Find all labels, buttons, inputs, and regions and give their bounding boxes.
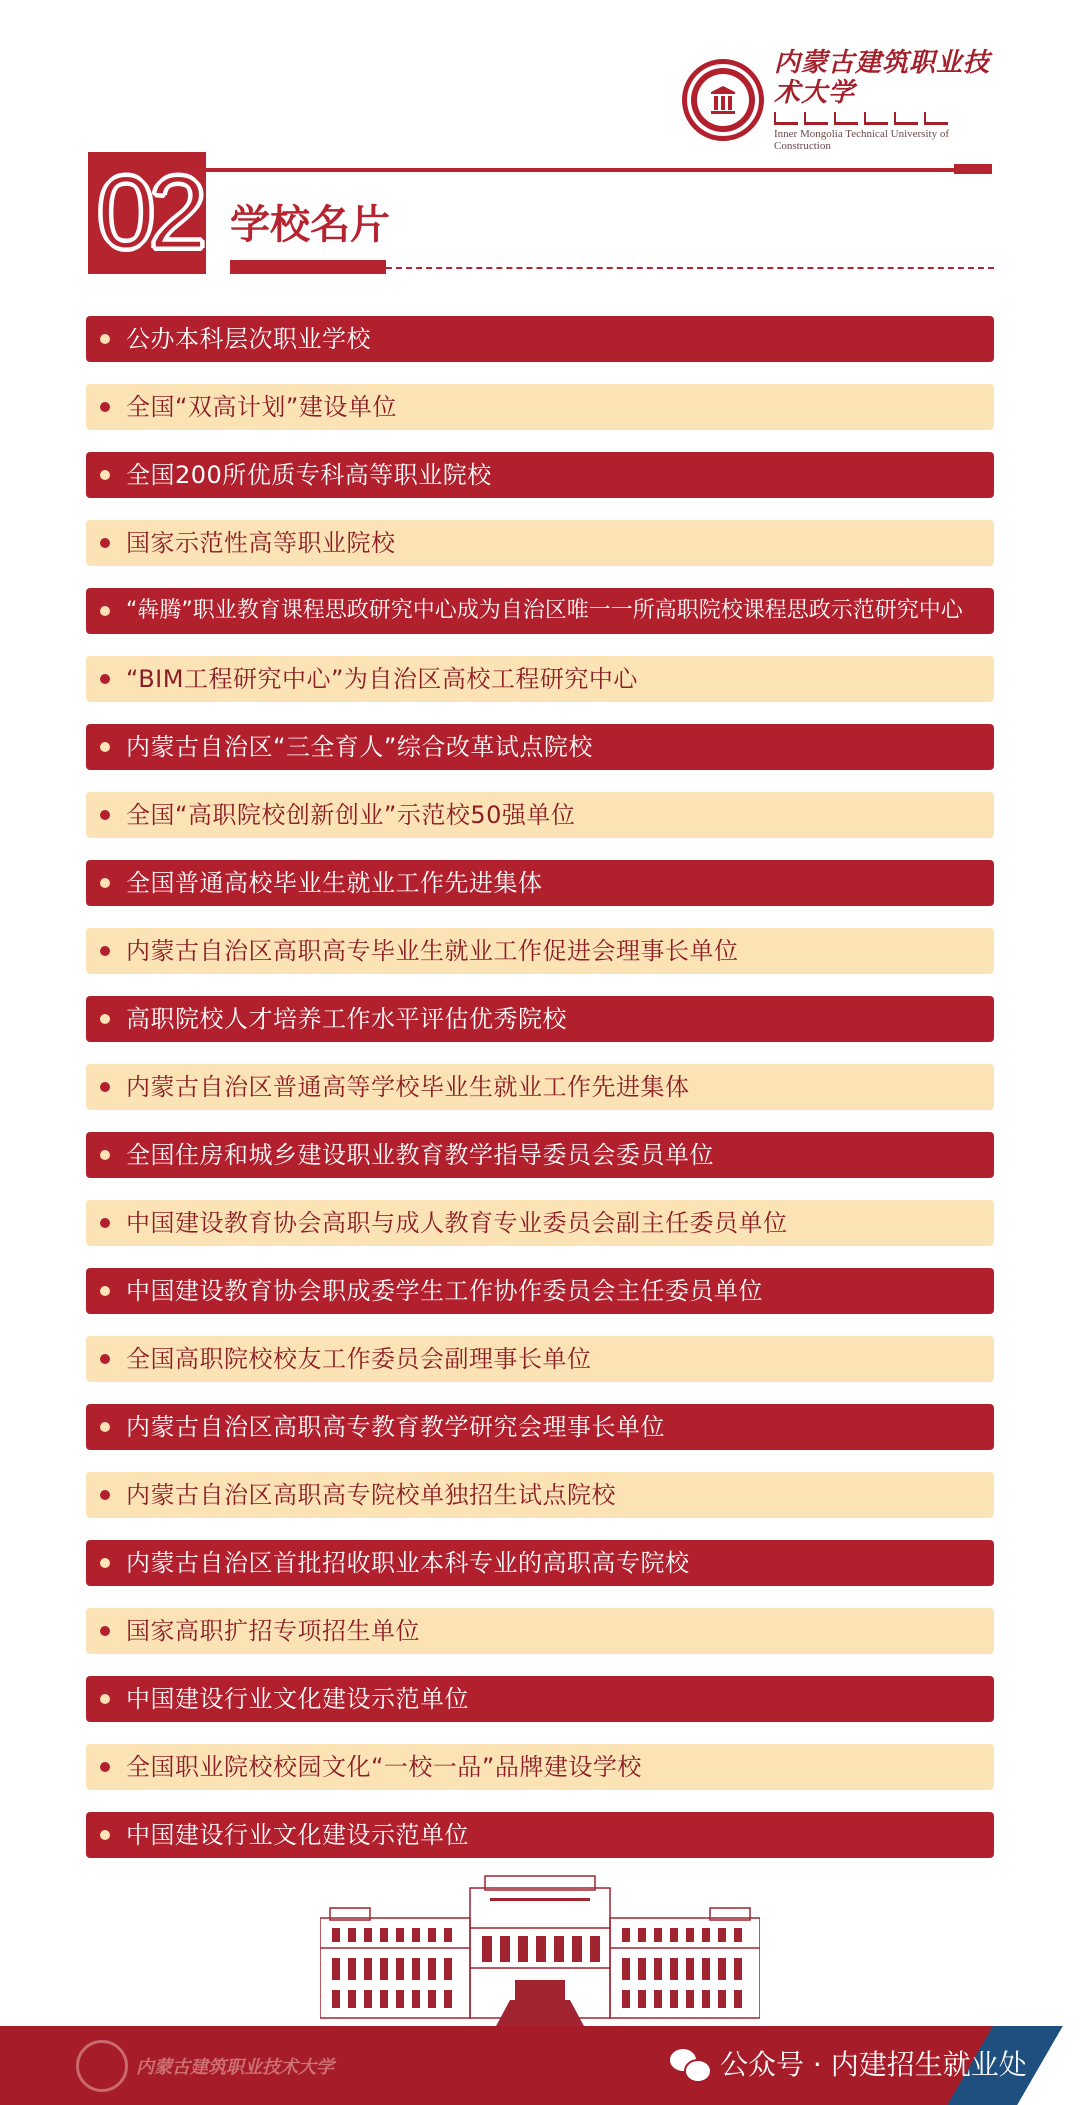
footer-bar <box>0 2026 1080 2105</box>
section-top-line <box>206 168 954 172</box>
bullet-dot-icon <box>100 1490 110 1500</box>
bullet-dot-icon <box>100 878 110 888</box>
list-item: 全国职业院校校园文化“一校一品”品牌建设学校 <box>86 1744 994 1790</box>
bullet-dot-icon <box>100 1218 110 1228</box>
list-item: “BIM工程研究中心”为自治区高校工程研究中心 <box>86 656 994 702</box>
bullet-dot-icon <box>100 402 110 412</box>
list-item: 全国200所优质专科高等职业院校 <box>86 452 994 498</box>
bullet-dot-icon <box>100 470 110 480</box>
list-item: 内蒙古自治区首批招收职业本科专业的高职高专院校 <box>86 1540 994 1586</box>
list-item: 内蒙古自治区高职高专毕业生就业工作促进会理事长单位 <box>86 928 994 974</box>
list-item: 中国建设教育协会高职与成人教育专业委员会副主任委员单位 <box>86 1200 994 1246</box>
bullet-dot-icon <box>100 1558 110 1568</box>
logo-name-en: Inner Mongolia Technical University of Construction <box>774 128 949 152</box>
bullet-dot-icon <box>100 334 110 344</box>
bullet-dot-icon <box>100 1762 110 1772</box>
list-item: “犇腾”职业教育课程思政研究中心成为自治区唯一一所高职院校课程思政示范研究中心 <box>86 588 994 634</box>
bullet-dot-icon <box>100 810 110 820</box>
bullet-dot-icon <box>100 1150 110 1160</box>
bullet-dot-icon <box>100 1082 110 1092</box>
bullet-dot-icon <box>100 1694 110 1704</box>
list-item: 中国建设行业文化建设示范单位 <box>86 1812 994 1858</box>
campus-building-illustration <box>320 1868 760 2028</box>
bullet-dot-icon <box>100 1354 110 1364</box>
list-item: 内蒙古自治区普通高等学校毕业生就业工作先进集体 <box>86 1064 994 1110</box>
bullet-dot-icon <box>100 1626 110 1636</box>
footer-logo <box>76 2040 334 2092</box>
school-logo <box>682 48 994 152</box>
list-item: 全国住房和城乡建设职业教育教学指导委员会委员单位 <box>86 1132 994 1178</box>
list-item: 内蒙古自治区高职高专院校单独招生试点院校 <box>86 1472 994 1518</box>
bullet-dot-icon <box>100 674 110 684</box>
section-title: 学校名片 <box>230 202 390 248</box>
wechat-account <box>670 2048 1027 2082</box>
list-item: 内蒙古自治区“三全育人”综合改革试点院校 <box>86 724 994 770</box>
bullet-dot-icon <box>100 1286 110 1296</box>
footer-logo-name: 内蒙古建筑职业技术大学 <box>136 2057 334 2078</box>
list-item: 全国高职院校校友工作委员会副理事长单位 <box>86 1336 994 1382</box>
list-item: 公办本科层次职业学校 <box>86 316 994 362</box>
section-dashed-line <box>386 267 994 269</box>
footer-seal-icon <box>76 2040 128 2092</box>
list-item: 国家示范性高等职业院校 <box>86 520 994 566</box>
bullet-dot-icon <box>100 606 110 616</box>
list-item: 国家高职扩招专项招生单位 <box>86 1608 994 1654</box>
honor-list <box>86 316 994 1880</box>
bullet-dot-icon <box>100 946 110 956</box>
list-item: 全国普通高校毕业生就业工作先进集体 <box>86 860 994 906</box>
wechat-icon <box>670 2049 710 2081</box>
section-top-tab <box>954 164 992 174</box>
list-item: 内蒙古自治区高职高专教育教学研究会理事长单位 <box>86 1404 994 1450</box>
logo-mongolian-script <box>774 112 994 124</box>
bullet-dot-icon <box>100 1830 110 1840</box>
section-number: 02 <box>97 155 201 271</box>
bullet-dot-icon <box>100 742 110 752</box>
list-item: 高职院校人才培养工作水平评估优秀院校 <box>86 996 994 1042</box>
list-item: 全国“高职院校创新创业”示范校50强单位 <box>86 792 994 838</box>
list-item: 中国建设教育协会职成委学生工作协作委员会主任委员单位 <box>86 1268 994 1314</box>
list-item: 全国“双高计划”建设单位 <box>86 384 994 430</box>
bullet-dot-icon <box>100 538 110 548</box>
bullet-dot-icon <box>100 1014 110 1024</box>
bullet-dot-icon <box>100 1422 110 1432</box>
logo-name-cn: 内蒙古建筑职业技术大学 <box>774 48 991 108</box>
list-item: 中国建设行业文化建设示范单位 <box>86 1676 994 1722</box>
account-name: 公众号 · 内建招生就业处 <box>720 2048 1027 2081</box>
school-seal-icon <box>682 59 764 141</box>
section-title-bar <box>230 260 386 274</box>
